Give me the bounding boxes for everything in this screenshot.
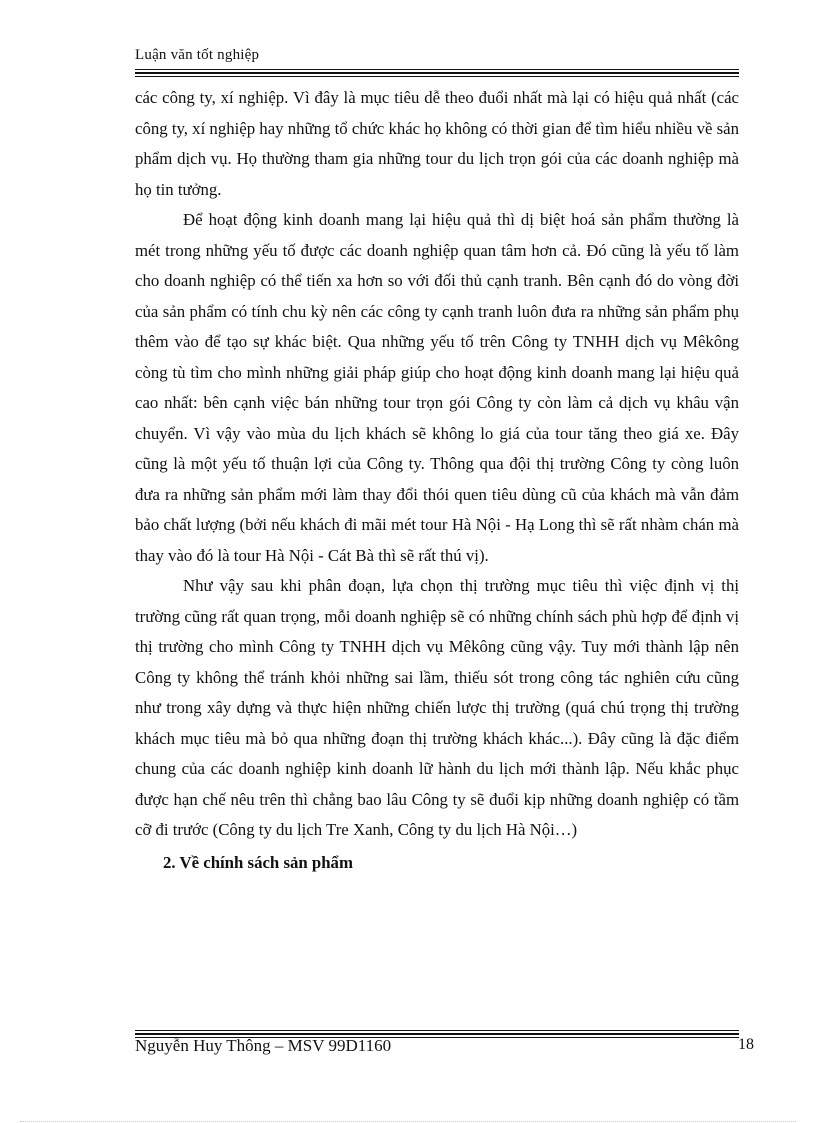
- header-rule: [135, 72, 739, 74]
- paragraph: Như vậy sau khi phân đoạn, lựa chọn thị trường mục tiêu thì việc định vị thị trường cũng rất quan trọng, mỗi doanh nghiệp sẽ có những chính sách phù hợp để định vị thị trường cho mình Công ty TNHH dịch vụ Mêkông cũng vậy. Tuy mới thành lập nên Công ty không thể tránh khỏi những sai lầm, thiếu sót trong công tác nghiên cứu cũng như trong xây dựng và thực hiện những chiến lược thị trường (quá chú trọng thị trường khách mục tiêu mà bỏ qua những đoạn thị trường khách khác...). Đây cũng là đặc điểm chung của các doanh nghiệp kinh doanh lữ hành du lịch mới thành lập. Nếu khắc phục được hạn chế nêu trên thì chẳng bao lâu Công ty sẽ đuổi kịp những doanh nghiệp có tầm cỡ đi trước (Công ty du lịch Tre Xanh, Công ty du lịch Hà Nội…): [135, 576, 739, 839]
- page-number: 18: [738, 1036, 754, 1053]
- footer-author: Nguyễn Huy Thông – MSV 99D1160: [135, 1036, 392, 1055]
- paragraph: Để hoạt động kinh doanh mang lại hiệu quả thì dị biệt hoá sản phẩm thường là mét trong những yếu tố được các doanh nghiệp quan tâm hơn cả. Đó cũng là yếu tố làm cho doanh nghiệp có thể tiến xa hơn so với đối thủ cạnh tranh. Bên cạnh đó do vòng đời của sản phẩm có tính chu kỳ nên các công ty cạnh tranh luôn đưa ra những sản phẩm phụ thêm vào để tạo sự khác biệt. Qua những yếu tố trên Công ty TNHH dịch vụ Mêkông còng tù tìm cho mình những giải pháp giúp cho hoạt động kinh doanh mang lại hiệu quả cao nhất: bên cạnh việc bán những tour trọn gói Công ty còn làm cả dịch vụ khâu vận chuyển. Vì vậy vào mùa du lịch khách sẽ không lo giá của tour tăng theo giá xe. Đây cũng là một yếu tố thuận lợi của Công ty. Thông qua đội thị trường Công ty còng luôn đưa ra những sản phẩm mới làm thay đổi thói quen tiêu dùng cũ của khách mà vẫn đảm bảo chất lượng (bởi nếu khách đi mãi mét tour Hà Nội - Hạ Long thì sẽ rất nhàm chán mà thay vào đó là tour Hà Nội - Cát Bà thì sẽ rất thú vị).: [135, 210, 739, 565]
- header-rule: [135, 76, 739, 77]
- page-edge-divider: [20, 1121, 796, 1122]
- footer-rule: [135, 1030, 739, 1031]
- page-body: [135, 83, 739, 878]
- running-header: Luận văn tốt nghiệp: [135, 47, 260, 63]
- paragraph-continuation: các công ty, xí nghiệp. Vì đây là mục tiêu dễ theo đuổi nhất mà lại có hiệu quả nhất (các công ty, xí nghiệp hay những tổ chức khác họ không có thời gian để tìm hiểu nhiều về sản phẩm dịch vụ. Họ thường tham gia những tour du lịch trọn gói của các doanh nghiệp mà họ tin tưởng.: [135, 88, 739, 199]
- section-heading: 2. Về chính sách sản phẩm: [163, 852, 353, 872]
- header-rule: [135, 69, 739, 70]
- footer-rule: [135, 1033, 739, 1035]
